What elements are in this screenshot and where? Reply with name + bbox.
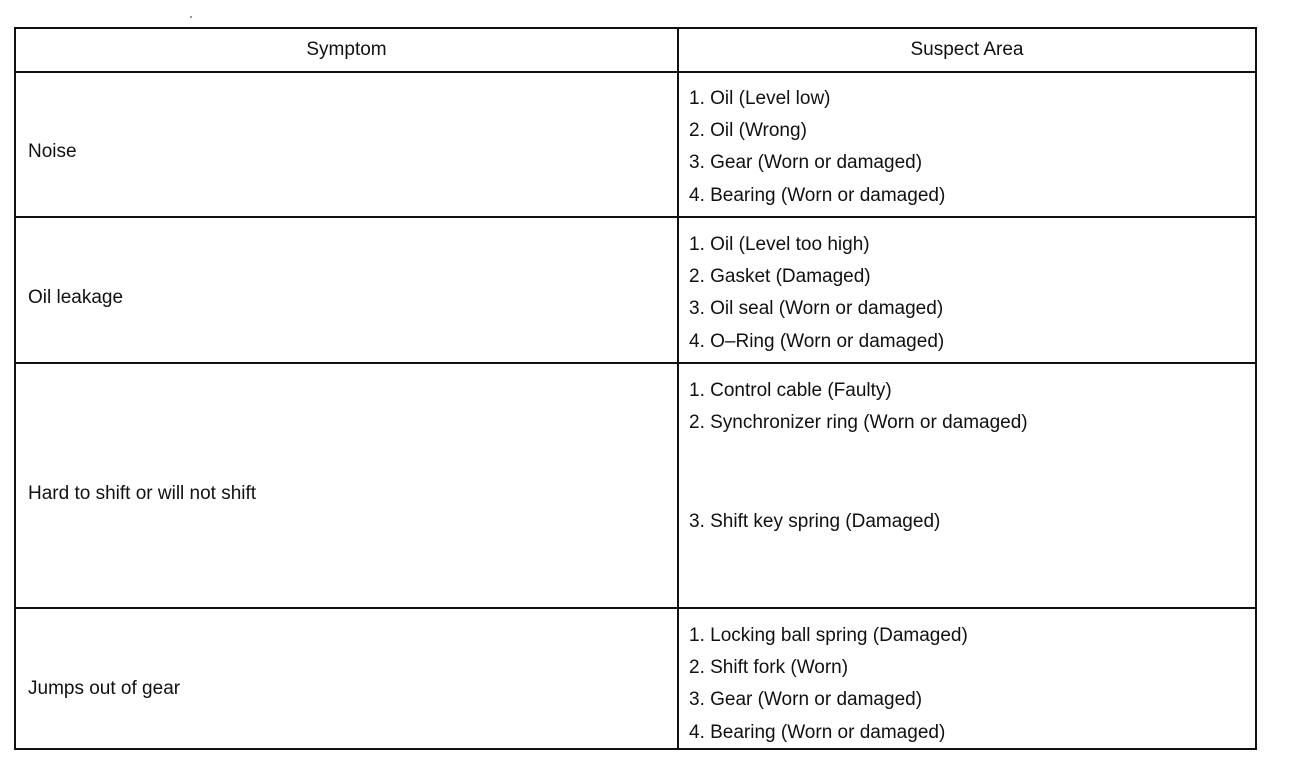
symptom-jumps-out-of-gear: Jumps out of gear [28, 678, 181, 699]
column-divider [677, 29, 679, 748]
suspect-item: 1. Locking ball spring (Damaged) [689, 625, 968, 646]
suspect-item: 4. Bearing (Worn or damaged) [689, 185, 946, 206]
header-suspect-area: Suspect Area [910, 39, 1024, 60]
suspect-item: 2. Oil (Wrong) [689, 120, 807, 141]
header-symptom: Symptom [306, 39, 387, 60]
header-divider [16, 71, 1255, 73]
suspect-item: 4. O–Ring (Worn or damaged) [689, 331, 945, 352]
row-divider [16, 607, 1255, 609]
suspect-item: 3. Gear (Worn or damaged) [689, 689, 923, 710]
symptom-hard-to-shift: Hard to shift or will not shift [28, 483, 257, 504]
suspect-item: 2. Shift fork (Worn) [689, 657, 849, 678]
suspect-item: 3. Shift key spring (Damaged) [689, 511, 941, 532]
suspect-item: 4. Bearing (Worn or damaged) [689, 722, 946, 743]
suspect-item: 2. Synchronizer ring (Worn or damaged) [689, 412, 1028, 433]
symptom-noise: Noise [28, 141, 77, 162]
row-divider [16, 216, 1255, 218]
suspect-item: 3. Gear (Worn or damaged) [689, 152, 923, 173]
scan-speck [190, 16, 192, 18]
row-divider [16, 362, 1255, 364]
symptom-oil-leakage: Oil leakage [28, 287, 124, 308]
troubleshooting-table [14, 27, 1257, 750]
suspect-item: 1. Oil (Level low) [689, 88, 831, 109]
suspect-item: 3. Oil seal (Worn or damaged) [689, 298, 944, 319]
suspect-item: 1. Control cable (Faulty) [689, 380, 892, 401]
suspect-item: 1. Oil (Level too high) [689, 234, 870, 255]
suspect-item: 2. Gasket (Damaged) [689, 266, 871, 287]
